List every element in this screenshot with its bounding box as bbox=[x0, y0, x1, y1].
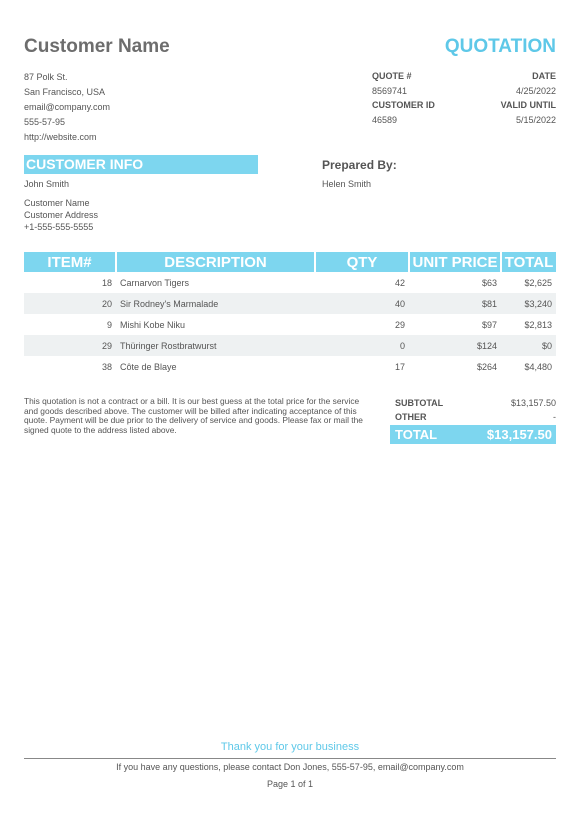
table-row bbox=[24, 314, 556, 335]
customer-id-label: CUSTOMER ID bbox=[372, 100, 435, 110]
item-qty: 29 bbox=[394, 319, 405, 330]
table-row bbox=[24, 335, 556, 356]
header-unit-price: UNIT PRICE bbox=[409, 252, 501, 272]
table-header-row bbox=[24, 252, 556, 272]
other-label: OTHER bbox=[395, 412, 427, 422]
item-number: 20 bbox=[24, 293, 116, 314]
customer-details bbox=[24, 197, 98, 233]
item-total: $4,480 bbox=[524, 361, 552, 372]
header-description: DESCRIPTION bbox=[116, 252, 315, 272]
address-line2: San Francisco, USA bbox=[24, 87, 106, 97]
prepared-by-name: Helen Smith bbox=[322, 179, 372, 189]
item-description: Thüringer Rostbratwurst bbox=[116, 335, 315, 356]
item-total: $2,625 bbox=[524, 277, 552, 288]
item-number: 29 bbox=[24, 335, 116, 356]
item-total: $2,813 bbox=[524, 319, 552, 330]
item-description: Côte de Blaye bbox=[120, 361, 177, 372]
item-description: Mishi Kobe Niku bbox=[120, 319, 186, 330]
total-label: TOTAL bbox=[395, 427, 438, 442]
company-phone: 555-57-95 bbox=[24, 117, 66, 127]
disclaimer-text: This quotation is not a contract or a bill. It is our best guess at the total price for the service and goods described above. The customer will be billed after indicating acceptance of this quote. Payment will be due prior to the delivery of service and goods. Please fax or mail the signed quote to the address listed above. bbox=[24, 396, 363, 435]
customer-phone: +1-555-555-5555 bbox=[24, 222, 94, 232]
customer-contact: John Smith bbox=[24, 179, 70, 189]
header-total: TOTAL bbox=[501, 252, 556, 272]
table-row bbox=[24, 272, 556, 293]
subtotal-value: $13,157.50 bbox=[510, 398, 556, 408]
item-number: 9 bbox=[106, 319, 112, 330]
total-bar bbox=[390, 425, 556, 444]
page-number: Page 1 of 1 bbox=[266, 779, 314, 789]
total-value: $13,157.50 bbox=[486, 427, 552, 442]
item-description: Carnarvon Tigers bbox=[120, 277, 190, 288]
company-name: Customer Name bbox=[24, 36, 170, 57]
item-number: 38 bbox=[101, 361, 112, 372]
date-label: DATE bbox=[532, 71, 556, 81]
customer-name: Customer Name bbox=[24, 198, 90, 208]
item-number: 18 bbox=[101, 277, 112, 288]
table-row bbox=[24, 356, 556, 377]
item-unit-price: $264 bbox=[476, 361, 497, 372]
item-unit-price: $81 bbox=[409, 293, 501, 314]
address-line1: 87 Polk St. bbox=[24, 72, 68, 82]
items-table bbox=[24, 252, 556, 377]
header-item: ITEM# bbox=[24, 252, 116, 272]
header-qty: QTY bbox=[315, 252, 409, 272]
item-unit-price: $97 bbox=[481, 319, 497, 330]
customer-info-heading: CUSTOMER INFO bbox=[24, 155, 258, 174]
item-description: Sir Rodney's Marmalade bbox=[116, 293, 315, 314]
thank-you-message: Thank you for your business bbox=[220, 741, 360, 753]
company-address bbox=[24, 70, 110, 145]
valid-until-label: VALID UNTIL bbox=[500, 100, 556, 110]
quote-number-value: 8569741 bbox=[372, 86, 408, 96]
item-qty: 42 bbox=[394, 277, 405, 288]
item-unit-price: $124 bbox=[409, 335, 501, 356]
item-total: $3,240 bbox=[501, 293, 556, 314]
item-qty: 40 bbox=[315, 293, 409, 314]
table-row bbox=[24, 293, 556, 314]
item-total: $0 bbox=[501, 335, 556, 356]
item-qty: 0 bbox=[315, 335, 409, 356]
customer-id-value: 46589 bbox=[372, 115, 398, 125]
item-unit-price: $63 bbox=[481, 277, 497, 288]
item-qty: 17 bbox=[394, 361, 405, 372]
prepared-by-label: Prepared By: bbox=[322, 158, 397, 172]
quote-number-label: QUOTE # bbox=[372, 71, 412, 81]
valid-until-value: 5/15/2022 bbox=[515, 115, 556, 125]
subtotal-label: SUBTOTAL bbox=[395, 398, 444, 408]
date-value: 4/25/2022 bbox=[515, 86, 556, 96]
document-title: QUOTATION bbox=[444, 36, 556, 57]
customer-address: Customer Address bbox=[24, 210, 99, 220]
other-value: - bbox=[553, 412, 556, 422]
company-website: http://website.com bbox=[24, 132, 97, 142]
footer-contact: If you have any questions, please contact Don Jones, 555-57-95, email@company.com bbox=[116, 762, 464, 772]
company-email: email@company.com bbox=[24, 102, 110, 112]
footer-divider bbox=[24, 758, 556, 759]
